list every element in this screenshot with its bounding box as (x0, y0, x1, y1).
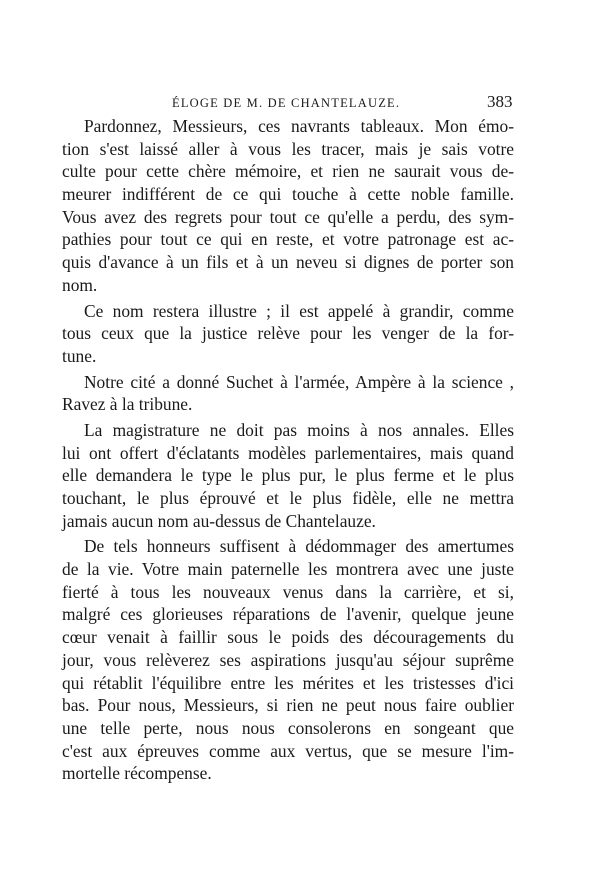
text-line: touchant, le plus éprouvé et le plus fidèle, elle ne mettra (62, 488, 514, 508)
text-line: de la vie. Votre main paternelle les montrera avec une juste (62, 559, 514, 580)
paragraph (62, 371, 514, 416)
text-line: fierté à tous les nouveaux venus dans la carrière, et si, (62, 581, 514, 602)
text-line: tune. (62, 345, 97, 366)
text-line: une telle perte, nous nous consolerons en songeant que (62, 717, 514, 738)
text-line: culte pour cette chère mémoire, et rien ne saurait vous de- (62, 161, 514, 182)
text-line: nom. (62, 274, 98, 295)
text-line: malgré ces glorieuses réparations de l'avenir, quelque jeune (62, 604, 514, 625)
text-line: mortelle récompense. (62, 763, 212, 784)
text-line: meurer indifférent de ce qui touche à cette noble famille. (62, 184, 514, 205)
paragraph (62, 300, 514, 368)
paragraph (62, 419, 514, 532)
text-line: lui ont offert d'éclatants modèles parlementaires, mais quand (62, 442, 514, 463)
text-line: Ravez à la tribune. (62, 394, 193, 415)
text-line: De tels honneurs suffisent à dédommager des amertumes (84, 536, 514, 557)
text-line: pathies pour tout ce qui en reste, et votre patronage est ac- (62, 229, 514, 250)
text-line: jamais aucun nom au-dessus de Chantelauze. (62, 510, 376, 531)
text-line: c'est aux épreuves comme aux vertus, que se mesure l'im- (62, 740, 514, 761)
running-title: ÉLOGE DE M. DE CHANTELAUZE. (172, 96, 401, 110)
text-line: elle demandera le type le plus pur, le plus ferme et le plus (62, 465, 514, 486)
page-header (0, 92, 600, 114)
paragraph (62, 115, 514, 297)
text-line: La magistrature ne doit pas moins à nos annales. Elles (84, 419, 514, 440)
text-line: tous ceux que la justice relève pour les venger de la for- (62, 323, 514, 344)
text-line: bas. Pour nous, Messieurs, si rien ne peut nous faire oublier (62, 695, 514, 716)
text-line: qui rétablit l'équilibre entre les mérites et les tristesses d'ici (62, 672, 514, 693)
text-line: jour, vous relèverez ses aspirations jusqu'au séjour suprême (62, 649, 514, 670)
text-line: cœur venait à faillir sous le poids des découragements du (62, 627, 514, 648)
page-number: 383 (487, 92, 513, 111)
paragraph (62, 535, 514, 785)
text-line: Vous avez des regrets pour tout ce qu'elle a perdu, des sym- (62, 206, 514, 227)
text-line: quis d'avance à un fils et à un neveu si dignes de porter son (62, 252, 514, 273)
text-line: Notre cité a donné Suchet à l'armée, Ampère à la science , (84, 371, 514, 392)
text-line: Ce nom restera illustre ; il est appelé à grandir, comme (84, 300, 514, 321)
body-text (62, 115, 514, 785)
text-line: Pardonnez, Messieurs, ces navrants tableaux. Mon émo- (84, 116, 514, 136)
text-line: tion s'est laissé aller à vous les tracer, mais je sais votre (62, 138, 514, 159)
